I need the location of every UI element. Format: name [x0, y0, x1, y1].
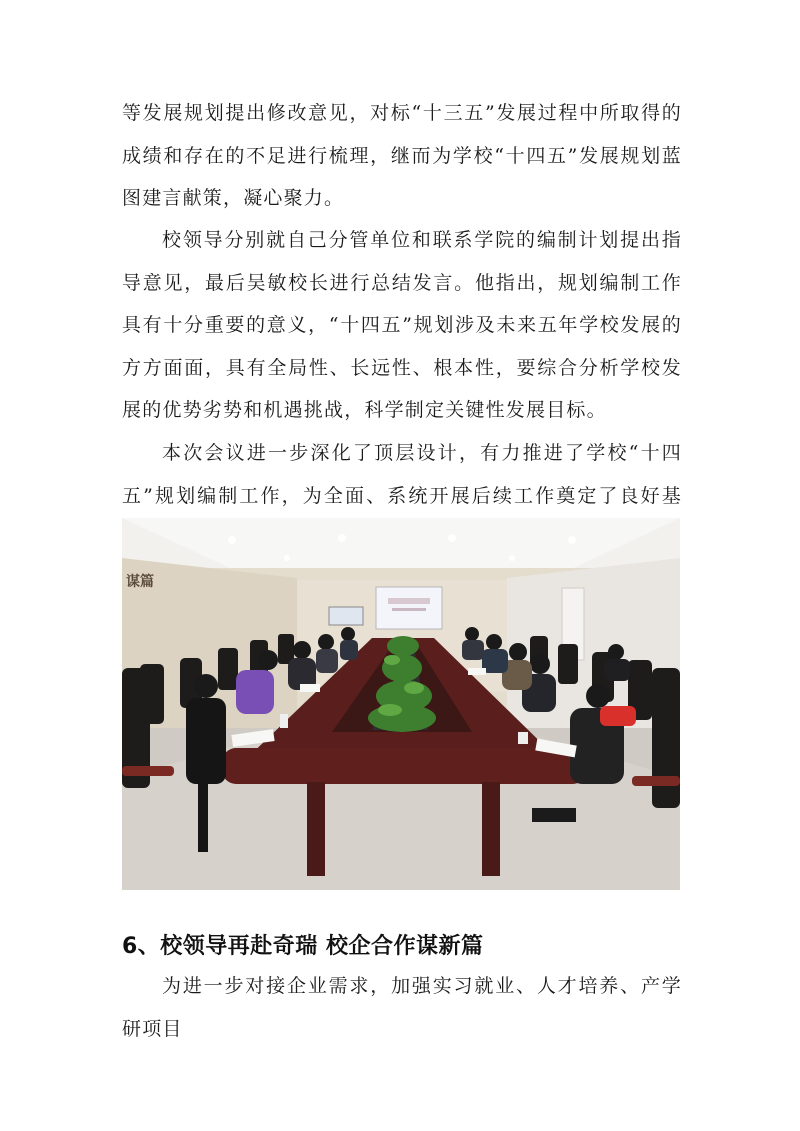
meeting-photo [122, 518, 680, 890]
paragraph-meeting-summary: 本次会议进一步深化了顶层设计，有力推进了学校“十四五”规划编制工作，为全面、系统开展后续工作奠定了良好基 [122, 442, 682, 507]
section-heading: 6、校领导再赴奇瑞 校企合作谋新篇 [122, 934, 484, 959]
wall-sign-text: 谋篇 [126, 574, 154, 590]
paragraph-leader-guidance: 校领导分别就自己分管单位和联系学院的编制计划提出指导意见，最后吴敏校长进行总结发言。他指出，规划编制工作具有十分重要的意义，“十四五”规划涉及未来五年学校发展的方方面面，具有全局性、长远性、根本性，要综合分析学校发展的优势劣势和机遇挑战，科学制定关键性发展目标。 [122, 229, 682, 422]
paragraph-enterprise-cooperation: 为进一步对接企业需求，加强实习就业、人才培养、产学研项目 [122, 975, 682, 1040]
paragraph-development-plan: 等发展规划提出修改意见，对标“十三五”发展过程中所取得的成绩和存在的不足进行梳理，继而为学校“十四五”发展规划蓝图建言献策，凝心聚力。 [122, 102, 682, 210]
